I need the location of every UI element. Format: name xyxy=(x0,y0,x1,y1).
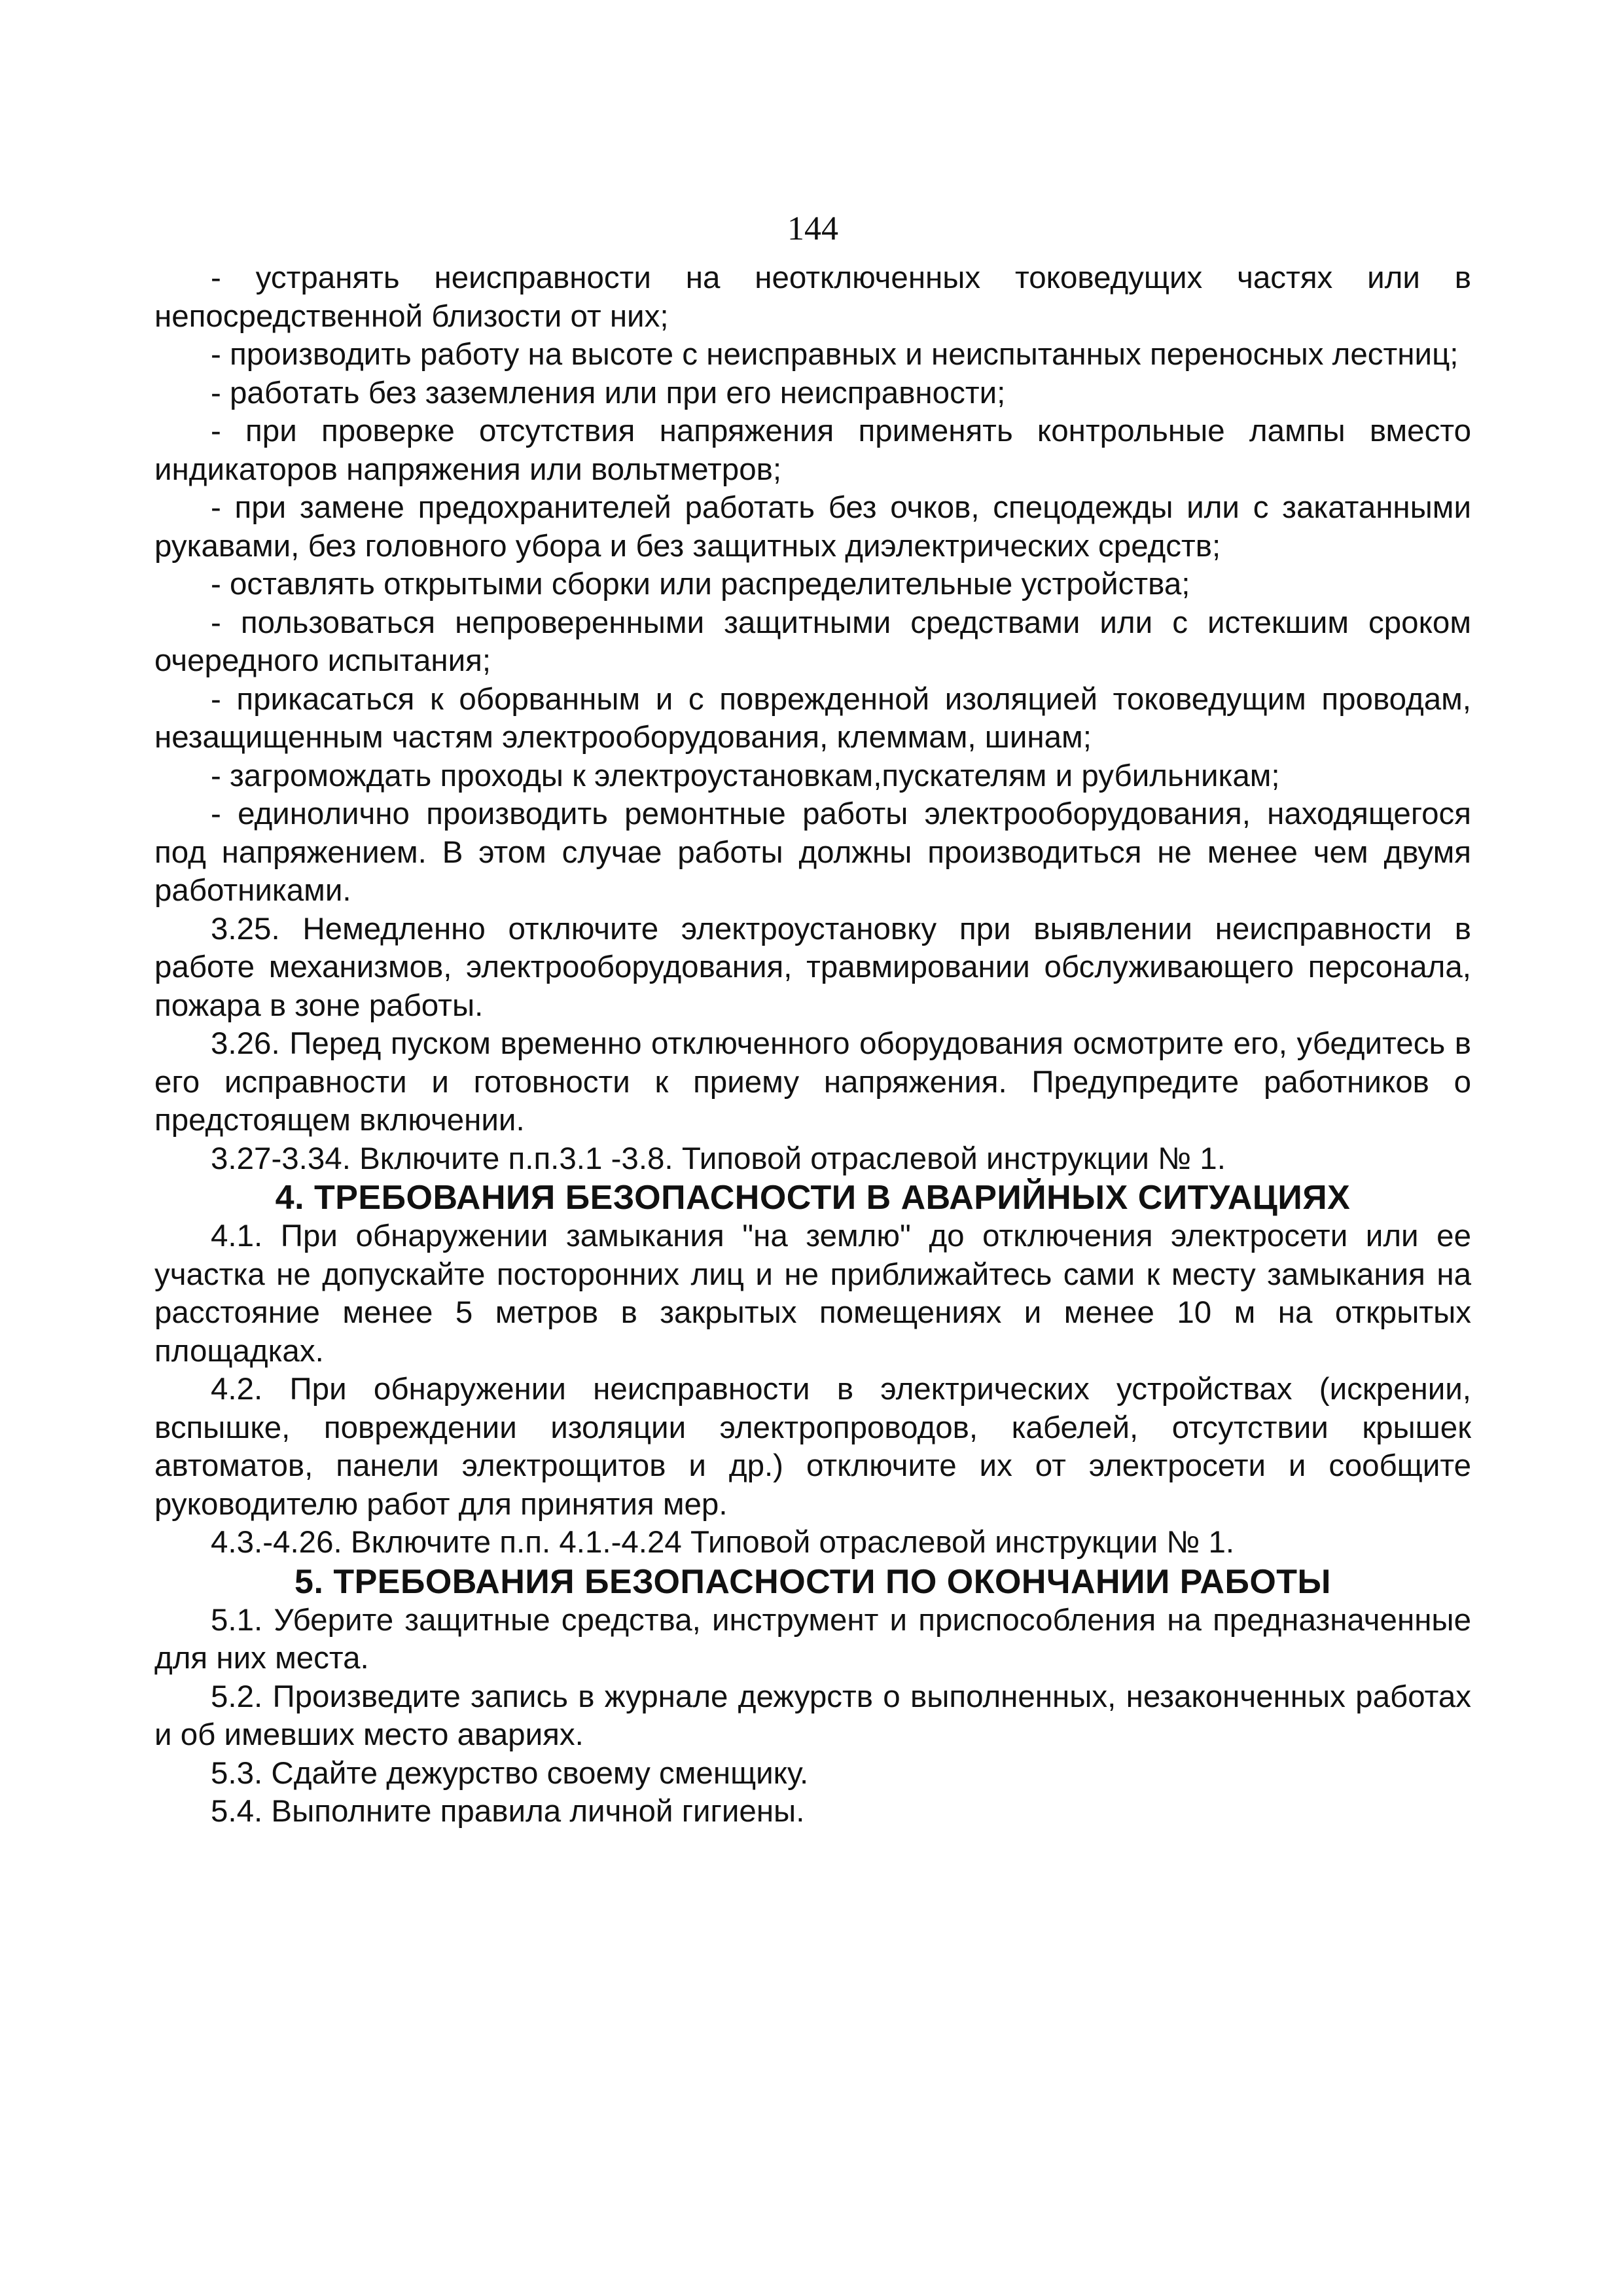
list-item: - прикасаться к оборванным и с поврежденной изоляцией токоведущим проводам, незащищенным частям электрооборудования, клеммам, шинам; xyxy=(154,681,1471,755)
clause-4-3-4-26: 4.3.-4.26. Включите п.п. 4.1.-4.24 Типовой отраслевой инструкции № 1. xyxy=(211,1525,1235,1560)
clause-3-27-3-34: 3.27-3.34. Включите п.п.3.1 -3.8. Типовой отраслевой инструкции № 1. xyxy=(211,1141,1226,1176)
list-item: - пользоваться непроверенными защитными средствами или с истекшим сроком очередного испытания; xyxy=(154,605,1471,678)
list-item: - загромождать проходы к электроустановкам,пускателям и рубильникам; xyxy=(211,758,1280,793)
list-item: - при замене предохранителей работать без очков, спецодежды или с закатанными рукавами, без головного убора и без защитных диэлектрических средств; xyxy=(154,490,1471,564)
list-item: - оставлять открытыми сборки или распределительные устройства; xyxy=(211,567,1190,601)
clause-3-26: 3.26. Перед пуском временно отключенного оборудования осмотрите его, убедитесь в его исправности и готовности к приему напряжения. Предупредите работников о предстоящем включении. xyxy=(154,1026,1471,1138)
document-page xyxy=(154,209,1471,1831)
clause-5-4: 5.4. Выполните правила личной гигиены. xyxy=(211,1794,805,1829)
clause-4-1: 4.1. При обнаружении замыкания "на землю" до отключения электросети или ее участка не допускайте посторонних лиц и не приближайтесь сами к месту замыкания на расстояние менее 5 метров в закрытых помещениях и менее 10 м на открытых площадках. xyxy=(154,1219,1471,1369)
section-heading-5: 5. ТРЕБОВАНИЯ БЕЗОПАСНОСТИ ПО ОКОНЧАНИИ РАБОТЫ xyxy=(294,1562,1331,1601)
clause-4-2: 4.2. При обнаружении неисправности в электрических устройствах (искрении, вспышке, повреждении изоляции электропроводов, кабелей, отсутствии крышек автоматов, панели электрощитов и др.) отключите их от электросети и сообщите руководителю работ для принятия мер. xyxy=(154,1372,1471,1522)
clause-5-1: 5.1. Уберите защитные средства, инструмент и приспособления на предназначенные для них места. xyxy=(154,1602,1471,1676)
list-item: - устранять неисправности на неотключенных токоведущих частях или в непосредственной близости от них; xyxy=(154,260,1471,334)
page-number: 144 xyxy=(787,210,838,247)
clause-5-2: 5.2. Произведите запись в журнале дежурств о выполненных, незаконченных работах и об имевших место авариях. xyxy=(154,1679,1471,1752)
clause-3-25: 3.25. Немедленно отключите электроустановку при выявлении неисправности в работе механизмов, электрооборудования, травмировании обслуживающего персонала, пожара в зоне работы. xyxy=(154,911,1471,1023)
list-item: - работать без заземления или при его неисправности; xyxy=(211,375,1006,410)
list-item: - производить работу на высоте с неисправных и неиспытанных переносных лестниц; xyxy=(211,337,1459,372)
section-heading-4: 4. ТРЕБОВАНИЯ БЕЗОПАСНОСТИ В АВАРИЙНЫХ СИТУАЦИЯХ xyxy=(275,1179,1351,1217)
list-item: - при проверке отсутствия напряжения применять контрольные лампы вместо индикаторов напряжения или вольтметров; xyxy=(154,414,1471,487)
list-item: - единолично производить ремонтные работы электрооборудования, находящегося под напряжением. В этом случае работы должны производиться не менее чем двумя работниками. xyxy=(154,797,1471,908)
clause-5-3: 5.3. Сдайте дежурство своему сменщику. xyxy=(211,1755,809,1791)
